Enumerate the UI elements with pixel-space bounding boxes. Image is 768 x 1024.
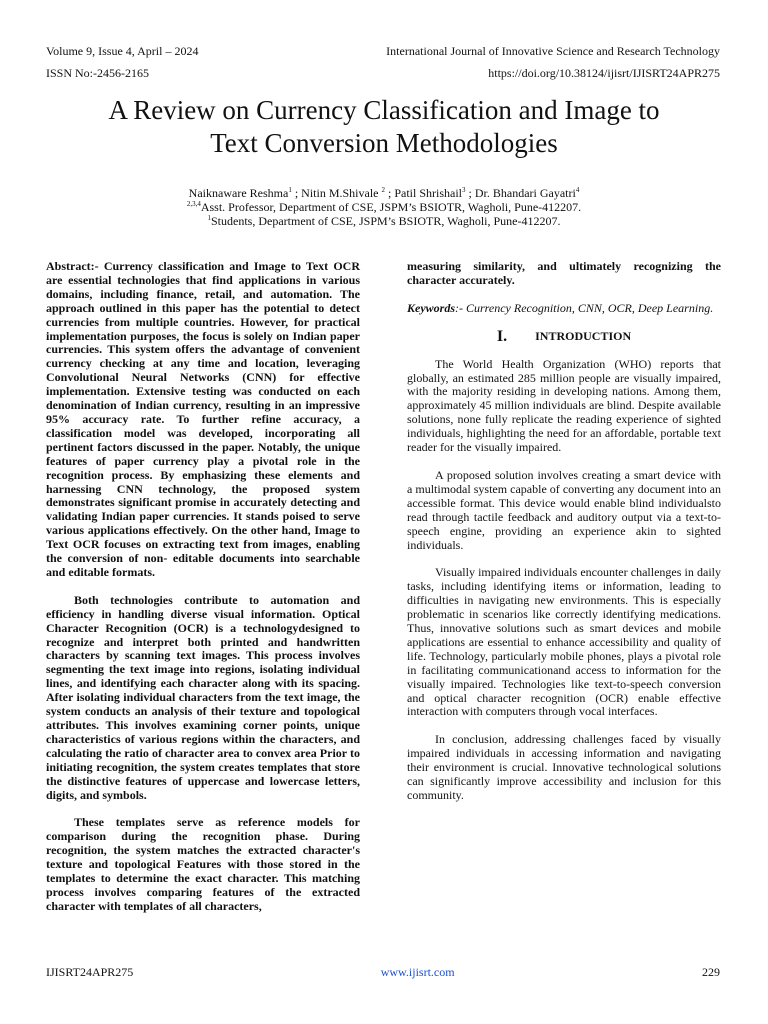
title-line-1: A Review on Currency Classification and Image to: [108, 95, 660, 125]
keywords-text: :- Currency Recognition, CNN, OCR, Deep Learning.: [455, 300, 714, 315]
footer-paper-id: IJISRT24APR275: [46, 965, 134, 979]
affiliation-2: [0, 214, 768, 228]
keywords-label: Keywords: [407, 300, 455, 315]
author-3: Patil Shrishail: [394, 186, 463, 200]
author-names: [0, 186, 768, 200]
running-header-top: [46, 44, 720, 59]
page-footer: [46, 965, 720, 980]
affiliation-1-text: Asst. Professor, Department of CSE, JSPM’s BSIOTR, Wagholi, Pune-412207.: [200, 200, 582, 214]
author-1: Naiknaware Reshma: [188, 186, 289, 200]
section-heading: [407, 327, 721, 345]
intro-paragraph-4: In conclusion, addressing challenges faced by visually impaired individuals in accessing information and navigating their environment is crucial. Innovative technological solutions can significantly improve accessibility and inclusion for this community.: [407, 732, 721, 802]
abstract-paragraph-3: These templates serve as reference models for comparison during the recognition phase. During recognition, the system matches the extracted character's texture and topological Features with those stored in the templates to determine the exact character. This matching process involves comparing features of the extracted character with templates of all characters,: [46, 815, 360, 913]
author-1-sup: 1: [288, 186, 292, 194]
intro-paragraph-3: Visually impaired individuals encounter challenges in daily tasks, including identifying items or information, leading to difficulties in navigating new environments. This is especially problematic in scenarios like correctly identifying medications. Thus, innovative solutions such as smart devices and mobile applications are essential to enhance accessibility and quality of life. Technology, particularly mobile phones, plays a pivotal role in facilitating communicationand access to information for the visually impaired. Technologies like text-to-speech conversion and optical character recognition (OCR) enable effective interaction with computers through vocal interfaces.: [407, 565, 721, 719]
abstract-paragraph-1: Abstract:- Currency classification and Image to Text OCR are essential technologies that find applications in various domains, including finance, retail, and automation. The approach outlined in this paper has the potential to detect currencies from multiple countries. However, for practical implementation purposes, the focus is solely on Indian paper currencies. This system offers the advantage of convenient currency checking at any time and location, leveraging Convolutional Neural Networks (CNN) for effective implementation. Extensive testing was conducted on each denomination of Indian currency, resulting in an impressive 95% accuracy rate. To further refine accuracy, a classification model was developed, incorporating all pertinent factors discussed in the paper. Notably, the unique features of paper currency play a pivotal role in the recognition process. By emphasizing these elements and harnessing CNN technology, the proposed system demonstrates significant promise in accurately detecting and validating Indian paper currencies. It stands poised to serve various applications effectively. On the other hand, Image to Text OCR focuses on extracting text from images, enabling the conversion of non- editable documents into searchable and editable formats.: [46, 259, 360, 579]
affiliation-1-sup: 2,3,4: [186, 200, 201, 208]
section-title: INTRODUCTION: [535, 328, 632, 343]
doi-link[interactable]: https://doi.org/10.38124/ijisrt/IJISRT24APR275: [488, 66, 720, 80]
author-sep: ;: [291, 186, 302, 200]
affiliation-2-text: Students, Department of CSE, JSPM’s BSIOTR, Wagholi, Pune-412207.: [211, 214, 561, 228]
author-sep: ;: [385, 186, 395, 200]
author-4-sup: 4: [575, 186, 580, 194]
abstract-paragraph-2: Both technologies contribute to automation and efficiency in handling diverse visual information. Optical Character Recognition (OCR) is a technologydesigned to recognize and interpret both printed and handwritten characters by scanning text images. This process involves segmenting the text image into regions, isolating individual lines, and identifying each character along with its spacing. After isolating individual characters from the text image, the system conducts an analysis of their texture and topological attributes. This involves examining corner points, unique characteristics of various regions within the characters, and calculating the ratio of character area to convex area Prior to initiating recognition, the system creates templates that store the distinctive features of uppercase and lowercase letters, digits, and symbols.: [46, 592, 360, 802]
author-sep: ;: [465, 186, 475, 200]
abstract-continuation: measuring similarity, and ultimately recognizing the character accurately.: [407, 259, 721, 287]
page-number: 229: [702, 965, 720, 979]
author-2: Nitin M.Shivale: [301, 186, 379, 200]
intro-paragraph-2: A proposed solution involves creating a smart device with a multimodal system capable of converting any document into an accessible format. This device would enable blind individualsto read through tactile feedback and auditory output via a text-to-speech engine, providing an experience akin to sighted individuals.: [407, 467, 721, 552]
right-column: [407, 260, 721, 817]
left-column: [46, 260, 360, 928]
running-header-bottom: [46, 66, 720, 81]
title-line-2: Text Conversion Methodologies: [210, 128, 558, 158]
author-block: [0, 186, 768, 228]
author-2-sup: 2: [381, 186, 385, 194]
footer-website-link[interactable]: www.ijisrt.com: [380, 965, 455, 979]
intro-paragraph-1: The World Health Organization (WHO) reports that globally, an estimated 285 million people are visually impaired, with the majority residing in developing nations. Among them, approximately 45 million individuals are blind. Despite available solutions, none fully replicate the reading experience of sighted individuals, highlighting the need for an affordable, portable text reader for the visually impaired.: [407, 356, 721, 455]
paper-title: [30, 94, 738, 160]
volume-info: Volume 9, Issue 4, April – 2024: [46, 44, 199, 58]
affiliation-1: [0, 200, 768, 214]
journal-name: International Journal of Innovative Science and Research Technology: [386, 44, 720, 58]
author-4: Dr. Bhandari Gayatri: [474, 186, 576, 200]
author-3-sup: 3: [462, 186, 466, 194]
affiliation-2-sup: 1: [207, 214, 211, 222]
issn: ISSN No:-2456-2165: [46, 66, 150, 80]
keywords: [407, 302, 721, 316]
section-number: I.: [496, 327, 508, 345]
